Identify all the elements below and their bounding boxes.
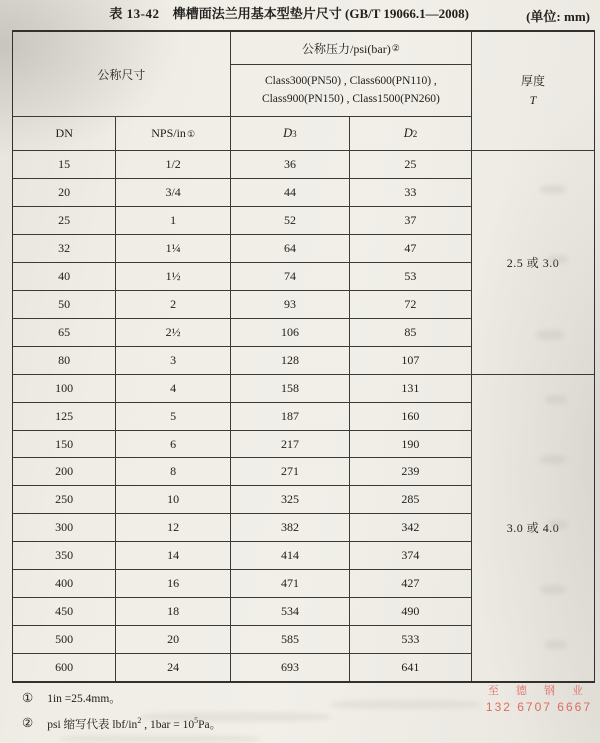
cell-nps: 3 (116, 347, 231, 374)
vendor-watermark (486, 682, 592, 714)
vendor-name: 至 德 钢 业 (487, 685, 590, 697)
cell-nps: 8 (116, 458, 231, 485)
footnote-2-text: psi 缩写代表 lbf/$in^2$ , $1bar = 10^5Pa$。 (47, 715, 222, 731)
class-line-1: Class300(PN50) , Class600(PN110) , (265, 74, 437, 87)
cell-dn: 250 (13, 486, 116, 513)
table-row (13, 263, 472, 291)
cell-dn: 200 (13, 458, 116, 485)
cell-nps: 24 (116, 654, 231, 681)
cell-dn: 150 (13, 431, 116, 458)
table-row (13, 598, 472, 626)
cell-nps: 5 (116, 403, 231, 430)
cell-d2: 107 (350, 347, 472, 374)
cell-d2: 53 (350, 263, 472, 290)
cell-dn: 300 (13, 514, 116, 541)
cell-d2: 190 (350, 431, 472, 458)
table-row (13, 626, 472, 654)
cell-nps: 4 (116, 375, 231, 402)
header-nominal-pressure: 公称压力/psi(bar) ② (231, 32, 472, 65)
cell-d3: 128 (231, 347, 350, 374)
cell-dn: 100 (13, 375, 116, 402)
header-class-list (231, 65, 472, 117)
table-row (13, 403, 472, 431)
cell-nps: 3/4 (116, 179, 231, 206)
cell-dn: 15 (13, 151, 116, 178)
footnote-1-marker-icon: ① (22, 691, 34, 705)
scan-smudge (60, 735, 260, 743)
cell-dn: 450 (13, 598, 116, 625)
table-row (13, 514, 472, 542)
cell-nps: 1 (116, 207, 231, 234)
cell-nps: 10 (116, 486, 231, 513)
cell-d2: 37 (350, 207, 472, 234)
footnote-1 (22, 692, 221, 706)
table-row (13, 151, 472, 179)
table-row (13, 431, 472, 459)
cell-d2: 285 (350, 486, 472, 513)
column-header-dn: DN (13, 117, 116, 151)
column-header-d2: D 2 (350, 117, 472, 151)
cell-d3: 382 (231, 514, 350, 541)
cell-nps: 20 (116, 626, 231, 653)
cell-nps: 1/2 (116, 151, 231, 178)
class-line-2: Class900(PN150) , Class1500(PN260) (261, 92, 440, 105)
cell-d3: 693 (231, 654, 350, 681)
nps-label: NPS/in (151, 126, 186, 140)
cell-d3: 414 (231, 542, 350, 569)
table-row (13, 458, 472, 486)
unit-label: (单位: mm) (526, 9, 590, 24)
table-title-text: 榫槽面法兰用基本型垫片尺寸 (GB/T 19066.1—2008) (172, 6, 470, 21)
cell-dn: 65 (13, 319, 116, 346)
table-row (13, 654, 472, 681)
cell-d2: 342 (350, 514, 472, 541)
cell-d3: 74 (231, 263, 350, 290)
table-row (13, 486, 472, 514)
scan-smudge (540, 585, 566, 594)
table-row (13, 570, 472, 598)
cell-d2: 131 (350, 375, 472, 402)
cell-nps: 2 (116, 291, 231, 318)
cell-d3: 271 (231, 458, 350, 485)
scan-smudge (545, 395, 567, 404)
column-header-nps: NPS/in ① (116, 117, 230, 151)
cell-d2: 374 (350, 542, 472, 569)
cell-dn: 125 (13, 403, 116, 430)
cell-d2: 85 (350, 319, 472, 346)
scan-smudge (548, 255, 568, 264)
scan-smudge (545, 640, 567, 649)
table-header (13, 32, 594, 151)
cell-nps: 12 (116, 514, 231, 541)
thickness-symbol: T (529, 93, 537, 107)
cell-dn: 80 (13, 347, 116, 374)
gasket-dimensions-table (12, 30, 595, 683)
cell-d3: 64 (231, 235, 350, 262)
cell-dn: 500 (13, 626, 116, 653)
cell-nps: 2½ (116, 319, 231, 346)
cell-d3: 217 (231, 431, 350, 458)
cell-d2: 641 (350, 654, 472, 681)
header-thickness (472, 32, 594, 151)
cell-d3: 44 (231, 179, 350, 206)
thickness-group-2: 3.0 或 4.0 (506, 521, 560, 536)
table-caption (0, 3, 600, 25)
d3-symbol: D (283, 126, 293, 140)
cell-d3: 93 (231, 291, 350, 318)
thickness-label: 厚度 (520, 73, 545, 88)
nominal-pressure-label: 公称压力/psi(bar) (302, 41, 391, 56)
cell-nps: 14 (116, 542, 231, 569)
scan-smudge (536, 330, 564, 340)
scan-smudge (330, 700, 480, 709)
cell-dn: 32 (13, 235, 116, 262)
cell-d3: 158 (231, 375, 350, 402)
cell-d3: 471 (231, 570, 350, 597)
cell-nps: 1½ (116, 263, 231, 290)
thickness-group-1: 2.5 或 3.0 (472, 151, 594, 375)
cell-d3: 36 (231, 151, 350, 178)
cell-d2: 239 (350, 458, 472, 485)
cell-dn: 25 (13, 207, 116, 234)
cell-d2: 33 (350, 179, 472, 206)
table-title (109, 3, 469, 22)
cell-nps: 16 (116, 570, 231, 597)
cell-d2: 427 (350, 570, 472, 597)
table-row (13, 235, 472, 263)
cell-d3: 106 (231, 319, 350, 346)
cell-nps: 1¼ (116, 235, 231, 262)
cell-d3: 187 (231, 403, 350, 430)
column-header-d3: D 3 (231, 117, 350, 151)
footnote-2-marker-icon: ② (22, 716, 34, 731)
cell-nps: 6 (116, 431, 231, 458)
cell-dn: 50 (13, 291, 116, 318)
table-row (13, 179, 472, 207)
scan-smudge (540, 455, 566, 464)
table-row (13, 319, 472, 347)
cell-nps: 18 (116, 598, 231, 625)
table-row (13, 542, 472, 570)
cell-d2: 533 (350, 626, 472, 653)
cell-d3: 534 (231, 598, 350, 625)
table-number: 表 13-42 (109, 6, 160, 21)
cell-d2: 72 (350, 291, 472, 318)
cell-dn: 350 (13, 542, 116, 569)
scan-smudge (548, 520, 568, 529)
cell-d3: 325 (231, 486, 350, 513)
cell-d2: 490 (350, 598, 472, 625)
header-nominal-size: 公称尺寸 (13, 32, 231, 117)
vendor-phone: 132 6707 6667 (485, 700, 592, 714)
cell-dn: 400 (13, 570, 116, 597)
cell-dn: 20 (13, 179, 116, 206)
table-row (13, 347, 472, 375)
cell-dn: 600 (13, 654, 116, 681)
scan-smudge (540, 185, 566, 194)
table-body (13, 151, 594, 681)
d2-symbol: D (403, 126, 413, 140)
cell-d3: 585 (231, 626, 350, 653)
cell-d2: 25 (350, 151, 472, 178)
thickness-column (472, 151, 594, 681)
cell-dn: 40 (13, 263, 116, 290)
footnote-1-text: 1in =25.4mm。 (47, 693, 121, 705)
cell-d3: 52 (231, 207, 350, 234)
table-row (13, 375, 472, 403)
scan-smudge (140, 712, 330, 722)
data-rows (13, 151, 472, 681)
table-row (13, 207, 472, 235)
cell-d2: 160 (350, 403, 472, 430)
cell-d2: 47 (350, 235, 472, 262)
table-row (13, 291, 472, 319)
